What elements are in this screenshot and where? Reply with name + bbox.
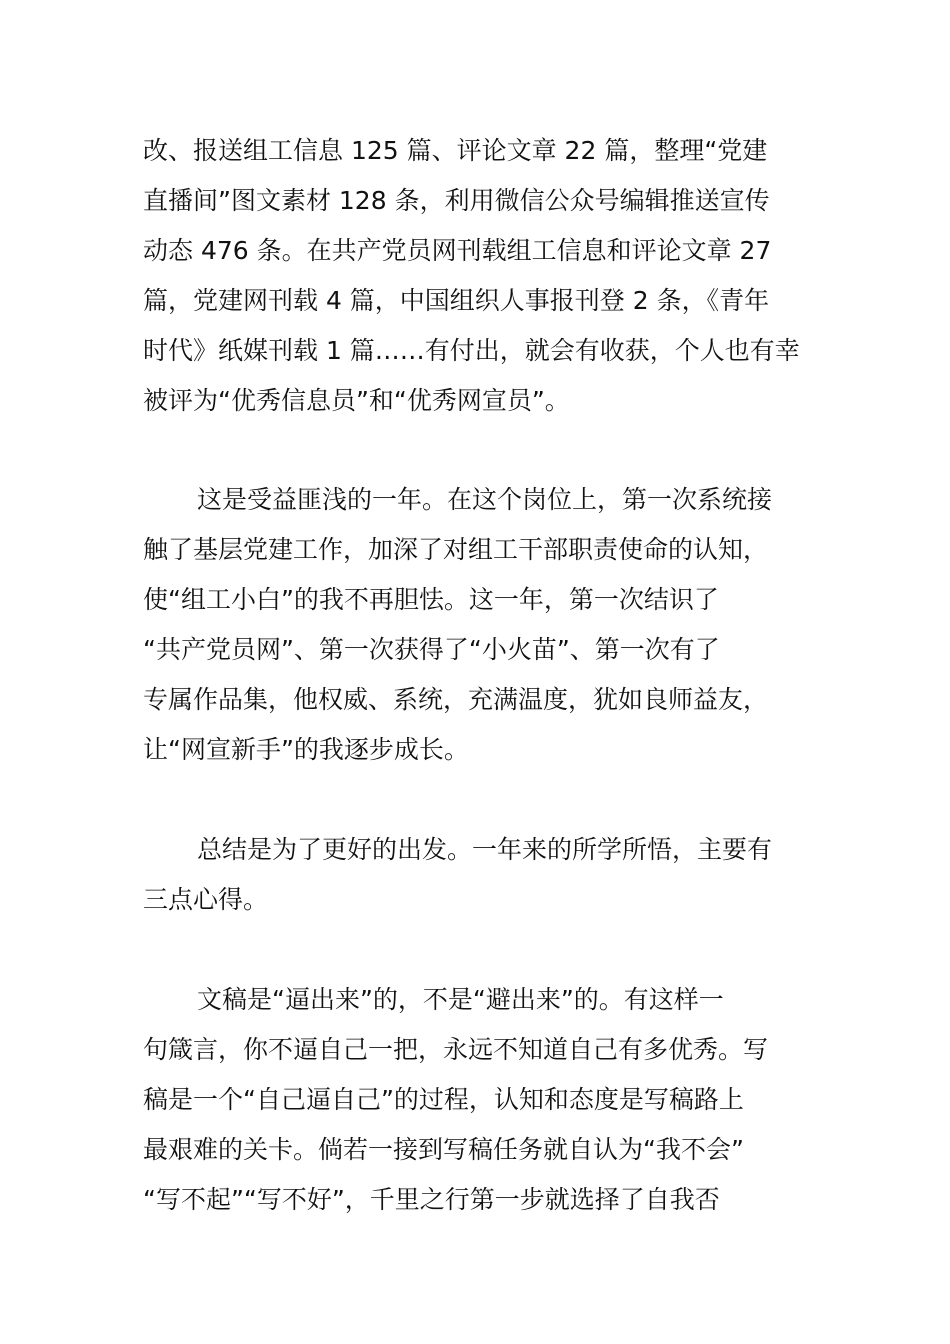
text-line: 文稿是“逼出来”的，不是“避出来”的。有这样一 <box>197 985 724 1014</box>
text-line: 句箴言，你不逼自己一把，永远不知道自己有多优秀。写 <box>143 1035 769 1064</box>
text-line: 改、报送组工信息 125 篇、评论文章 22 篇，整理“党建 <box>143 136 768 165</box>
paragraph-2 <box>143 475 815 775</box>
paragraph-4 <box>143 975 815 1225</box>
text-line: 触了基层党建工作，加深了对组工干部职责使命的认知， <box>143 535 769 564</box>
text-line: 让“网宣新手”的我逐步成长。 <box>143 735 469 764</box>
paragraph-3 <box>143 825 815 925</box>
paragraph-1 <box>143 126 815 426</box>
text-line: 这是受益匪浅的一年。在这个岗位上，第一次系统接 <box>197 485 773 514</box>
text-line: “共产党员网”、第一次获得了“小火苗”、第一次有了 <box>143 635 720 664</box>
text-line: 三点心得。 <box>143 885 269 914</box>
text-line: 稿是一个“自己逼自己”的过程，认知和态度是写稿路上 <box>143 1085 744 1114</box>
text-line: 篇，党建网刊载 4 篇，中国组织人事报刊登 2 条，《青年 <box>143 286 770 315</box>
text-line: 直播间”图文素材 128 条，利用微信公众号编辑推送宣传 <box>143 186 770 215</box>
text-line: 使“组工小白”的我不再胆怯。这一年，第一次结识了 <box>143 585 719 614</box>
text-line: 最艰难的关卡。倘若一接到写稿任务就自认为“我不会” <box>143 1135 744 1164</box>
text-line: 专属作品集，他权威、系统，充满温度，犹如良师益友， <box>143 685 769 714</box>
text-line: 时代》纸媒刊载 1 篇……有付出，就会有收获，个人也有幸 <box>143 336 800 365</box>
text-line: 动态 476 条。在共产党员网刊载组工信息和评论文章 27 <box>143 236 772 265</box>
text-line: 被评为“优秀信息员”和“优秀网宣员”。 <box>143 386 570 415</box>
text-line: 总结是为了更好的出发。一年来的所学所悟，主要有 <box>197 835 773 864</box>
text-line: “写不起”“写不好”，千里之行第一步就选择了自我否 <box>143 1185 720 1214</box>
